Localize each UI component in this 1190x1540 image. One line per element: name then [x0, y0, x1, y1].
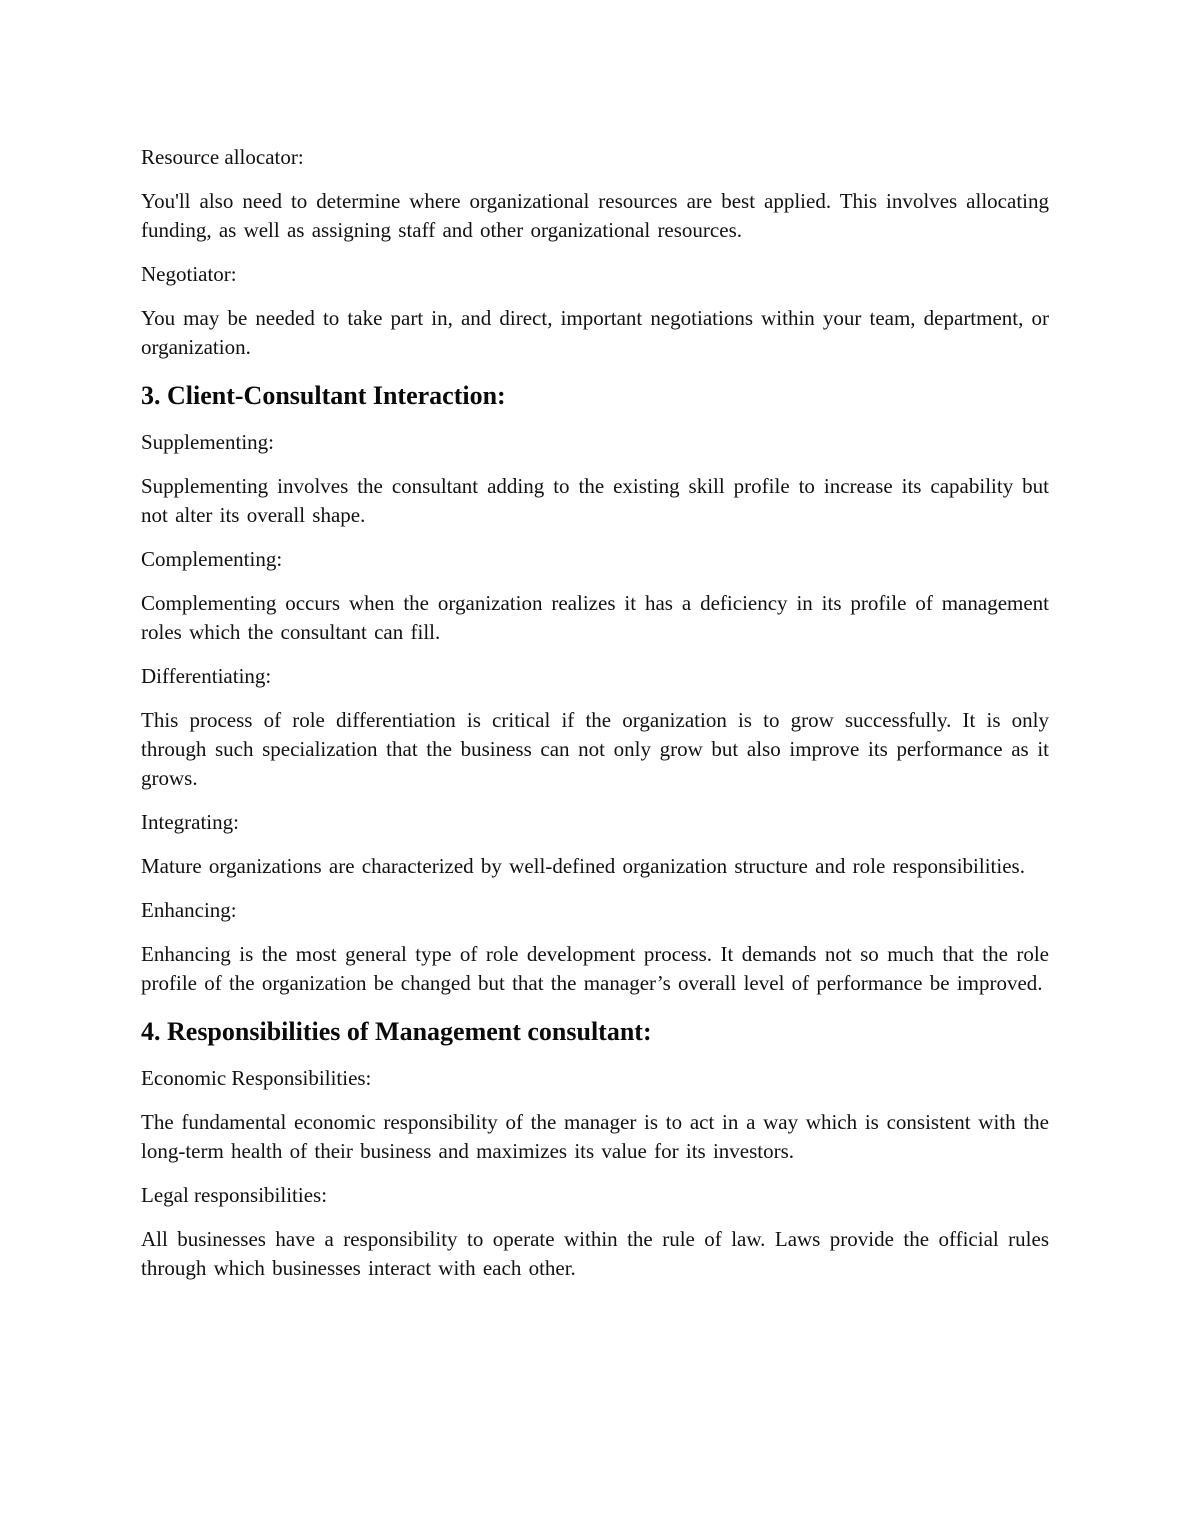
body-paragraph: You may be needed to take part in, and direct, important negotiations within your team, department, or organization. — [141, 306, 1049, 359]
term-label: Enhancing: — [141, 898, 237, 922]
term-label: Differentiating: — [141, 664, 272, 688]
body-paragraph: All businesses have a responsibility to operate within the rule of law. Laws provide the official rules through which businesses interact with each other. — [141, 1227, 1049, 1280]
term-label: Supplementing: — [141, 430, 274, 454]
body-paragraph: Supplementing involves the consultant adding to the existing skill profile to increase its capability but not alter its overall shape. — [141, 474, 1049, 527]
term-label: Complementing: — [141, 547, 283, 571]
term-label: Economic Responsibilities: — [141, 1066, 372, 1090]
document-content — [141, 143, 1049, 1283]
body-paragraph: The fundamental economic responsibility of the manager is to act in a way which is consistent with the long-term health of their business and maximizes its value for its investors. — [141, 1110, 1049, 1163]
term-label: Integrating: — [141, 810, 239, 834]
term-label: Legal responsibilities: — [141, 1183, 328, 1207]
body-paragraph: This process of role differentiation is critical if the organization is to grow successfully. It is only through such specialization that the business can not only grow but also improve its performance as it grows. — [141, 708, 1049, 790]
body-paragraph: You'll also need to determine where organizational resources are best applied. This involves allocating funding, as well as assigning staff and other organizational resources. — [141, 189, 1049, 242]
body-paragraph: Enhancing is the most general type of role development process. It demands not so much that the role profile of the organization be changed but that the manager’s overall level of performance be improved. — [141, 942, 1049, 995]
section-heading: 3. Client-Consultant Interaction: — [141, 381, 506, 410]
term-label: Negotiator: — [141, 262, 237, 286]
section-heading: 4. Responsibilities of Management consultant: — [141, 1017, 652, 1046]
body-paragraph: Mature organizations are characterized by well-defined organization structure and role responsibilities. — [141, 854, 1025, 878]
term-label: Resource allocator: — [141, 145, 304, 169]
body-paragraph: Complementing occurs when the organization realizes it has a deficiency in its profile of management roles which the consultant can fill. — [141, 591, 1049, 644]
